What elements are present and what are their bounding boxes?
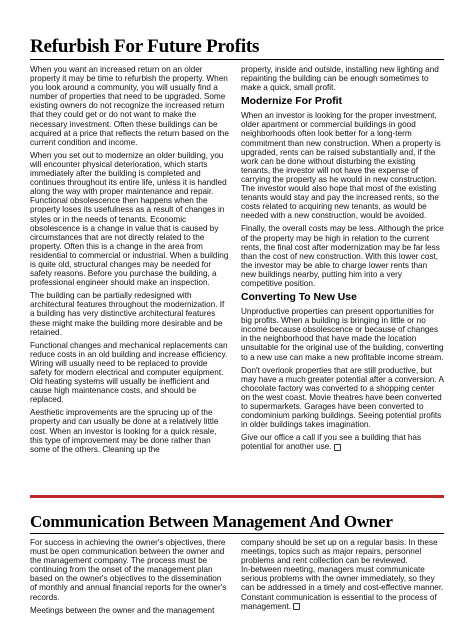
article-left-column — [30, 538, 230, 619]
section-subheading: Modernize For Profit — [241, 96, 343, 108]
end-mark-icon — [334, 444, 341, 451]
closing-text: Give our office a call if you see a building that has potential for another use. — [241, 433, 422, 452]
end-mark-icon — [293, 603, 300, 610]
body-paragraph: Aesthetic improvements are the sprucing up of the property and can usually be done at a relatively little cost. When an investor is looking for a quick resale, this type of improvement may be done rather than some of the others. Cleaning up the — [30, 408, 219, 454]
article-left-column — [30, 65, 230, 458]
closing-text: In-between meeting, managers must communicate serious problems with the owner immediately, so they can be addressed in a timely and cost-effective manner. Constant communication is essential to the process of management. — [241, 565, 444, 611]
body-paragraph: Don't overlook properties that are still productive, but may have a much greater potential after a conversion. A chocolate factory was converted to a shopping center on the west coast. Movie theatres have been converted to supermarkets. Garages have been converted to condominium parking buildings. Seeing potential profits in older buildings takes imagination. — [241, 365, 444, 430]
body-paragraph: Finally, the overall costs may be less. Although the price of the property may be high in relation to the current rents, the final cost after modernization may be far less than the cost of new construction. With this lower cost, the investor may be able to charge lower rents than new buildings nearby, putting him into a very competitive position. — [241, 224, 444, 288]
body-paragraph — [241, 433, 444, 451]
article-title: Refurbish For Future Profits — [30, 36, 260, 57]
body-paragraph: property, inside and outside, installing new lighting and repainting the building can be enough sometimes to make a quick, small profit. — [241, 65, 439, 93]
body-paragraph: When an investor is looking for the proper investment, older apartment or commercial buildings in good neighborhoods often look better for a long-term commitment than new construction. When a property is upgraded, rents can be raised substantially and, if the work can be done without disturbing the existing tenants, the investor will not have the expense of carrying the property as he would in new construction. The investor would also hope that most of the existing tenants would stay and pay the increased rents, so the costs related to acquiring new tenants, as would be needed with a new construction, would be avoided. — [241, 111, 441, 221]
article-title: Communication Between Management And Owner — [30, 512, 393, 531]
article-right-column — [241, 65, 444, 455]
body-paragraph: Meetings between the owner and the management — [30, 605, 215, 615]
section-divider — [30, 495, 444, 498]
body-paragraph: Functional changes and mechanical replacements can reduce costs in an old building and increase efficiency. Wiring will usually need to be replaced to provide safety for modern electrical and computer equipment. Old heating systems will usually be inefficient and cause high maintenance costs, and should be replaced. — [30, 340, 228, 405]
body-paragraph: When you want an increased return on an older property it may be time to refurbish the property. When you look around a community, you will usually find a number of properties that need to be upgraded. Some existing owners do not recognize the increased return that they could get or do not want to make the necessary investment. Often these buildings can be acquired at a price that reflects the return based on the current condition and income. — [30, 65, 229, 147]
body-paragraph — [241, 565, 444, 610]
body-paragraph: When you set out to modernize an older building, you will encounter physical deterioration, which starts immediately after the building is completed and continues throughout its entire life, unless it is handled along the way with proper maintenance and repair. Functional obsolescence then happens when the property loses its usefulness as a result of changes in styles or in the needs of tenants. Economic obsolescence is a change in value that is caused by circumstances that are not directly related to the property. Often this is a change in the area from residential to commercial or industrial. When a building is quite old, structural changes may be needed for safety reasons. Before you purchase the building, a professional engineer should make an inspection. — [30, 150, 229, 288]
body-paragraph: For success in achieving the owner's objectives, there must be open communication between the owner and the management company. The process must be continuing from the onset of the management plan based on the owner's objectives to the dissemination of monthly and annual financial reports for the owner's records. — [30, 538, 227, 602]
body-paragraph: company should be set up on a regular basis. In these meetings, topics such as major repairs, personnel problems and rent collection can be reviewed. — [241, 538, 438, 566]
body-paragraph: Unproductive properties can present opportunities for big profits. When a building is bringing in little or no income because obsolescence or because of changes in the neighborhood that have made the location unsuitable for the original use of the building, converting to a new use can make a new profitable income stream. — [241, 307, 444, 362]
title-underline — [30, 533, 444, 534]
section-subheading: Converting To New Use — [241, 292, 357, 304]
body-paragraph: The building can be partially redesigned with architectural features throughout the modernization. If a building has very distinctive architectural features these might make the building more desirable and be retained. — [30, 291, 225, 337]
article-right-column — [241, 538, 444, 615]
title-underline — [30, 59, 444, 60]
